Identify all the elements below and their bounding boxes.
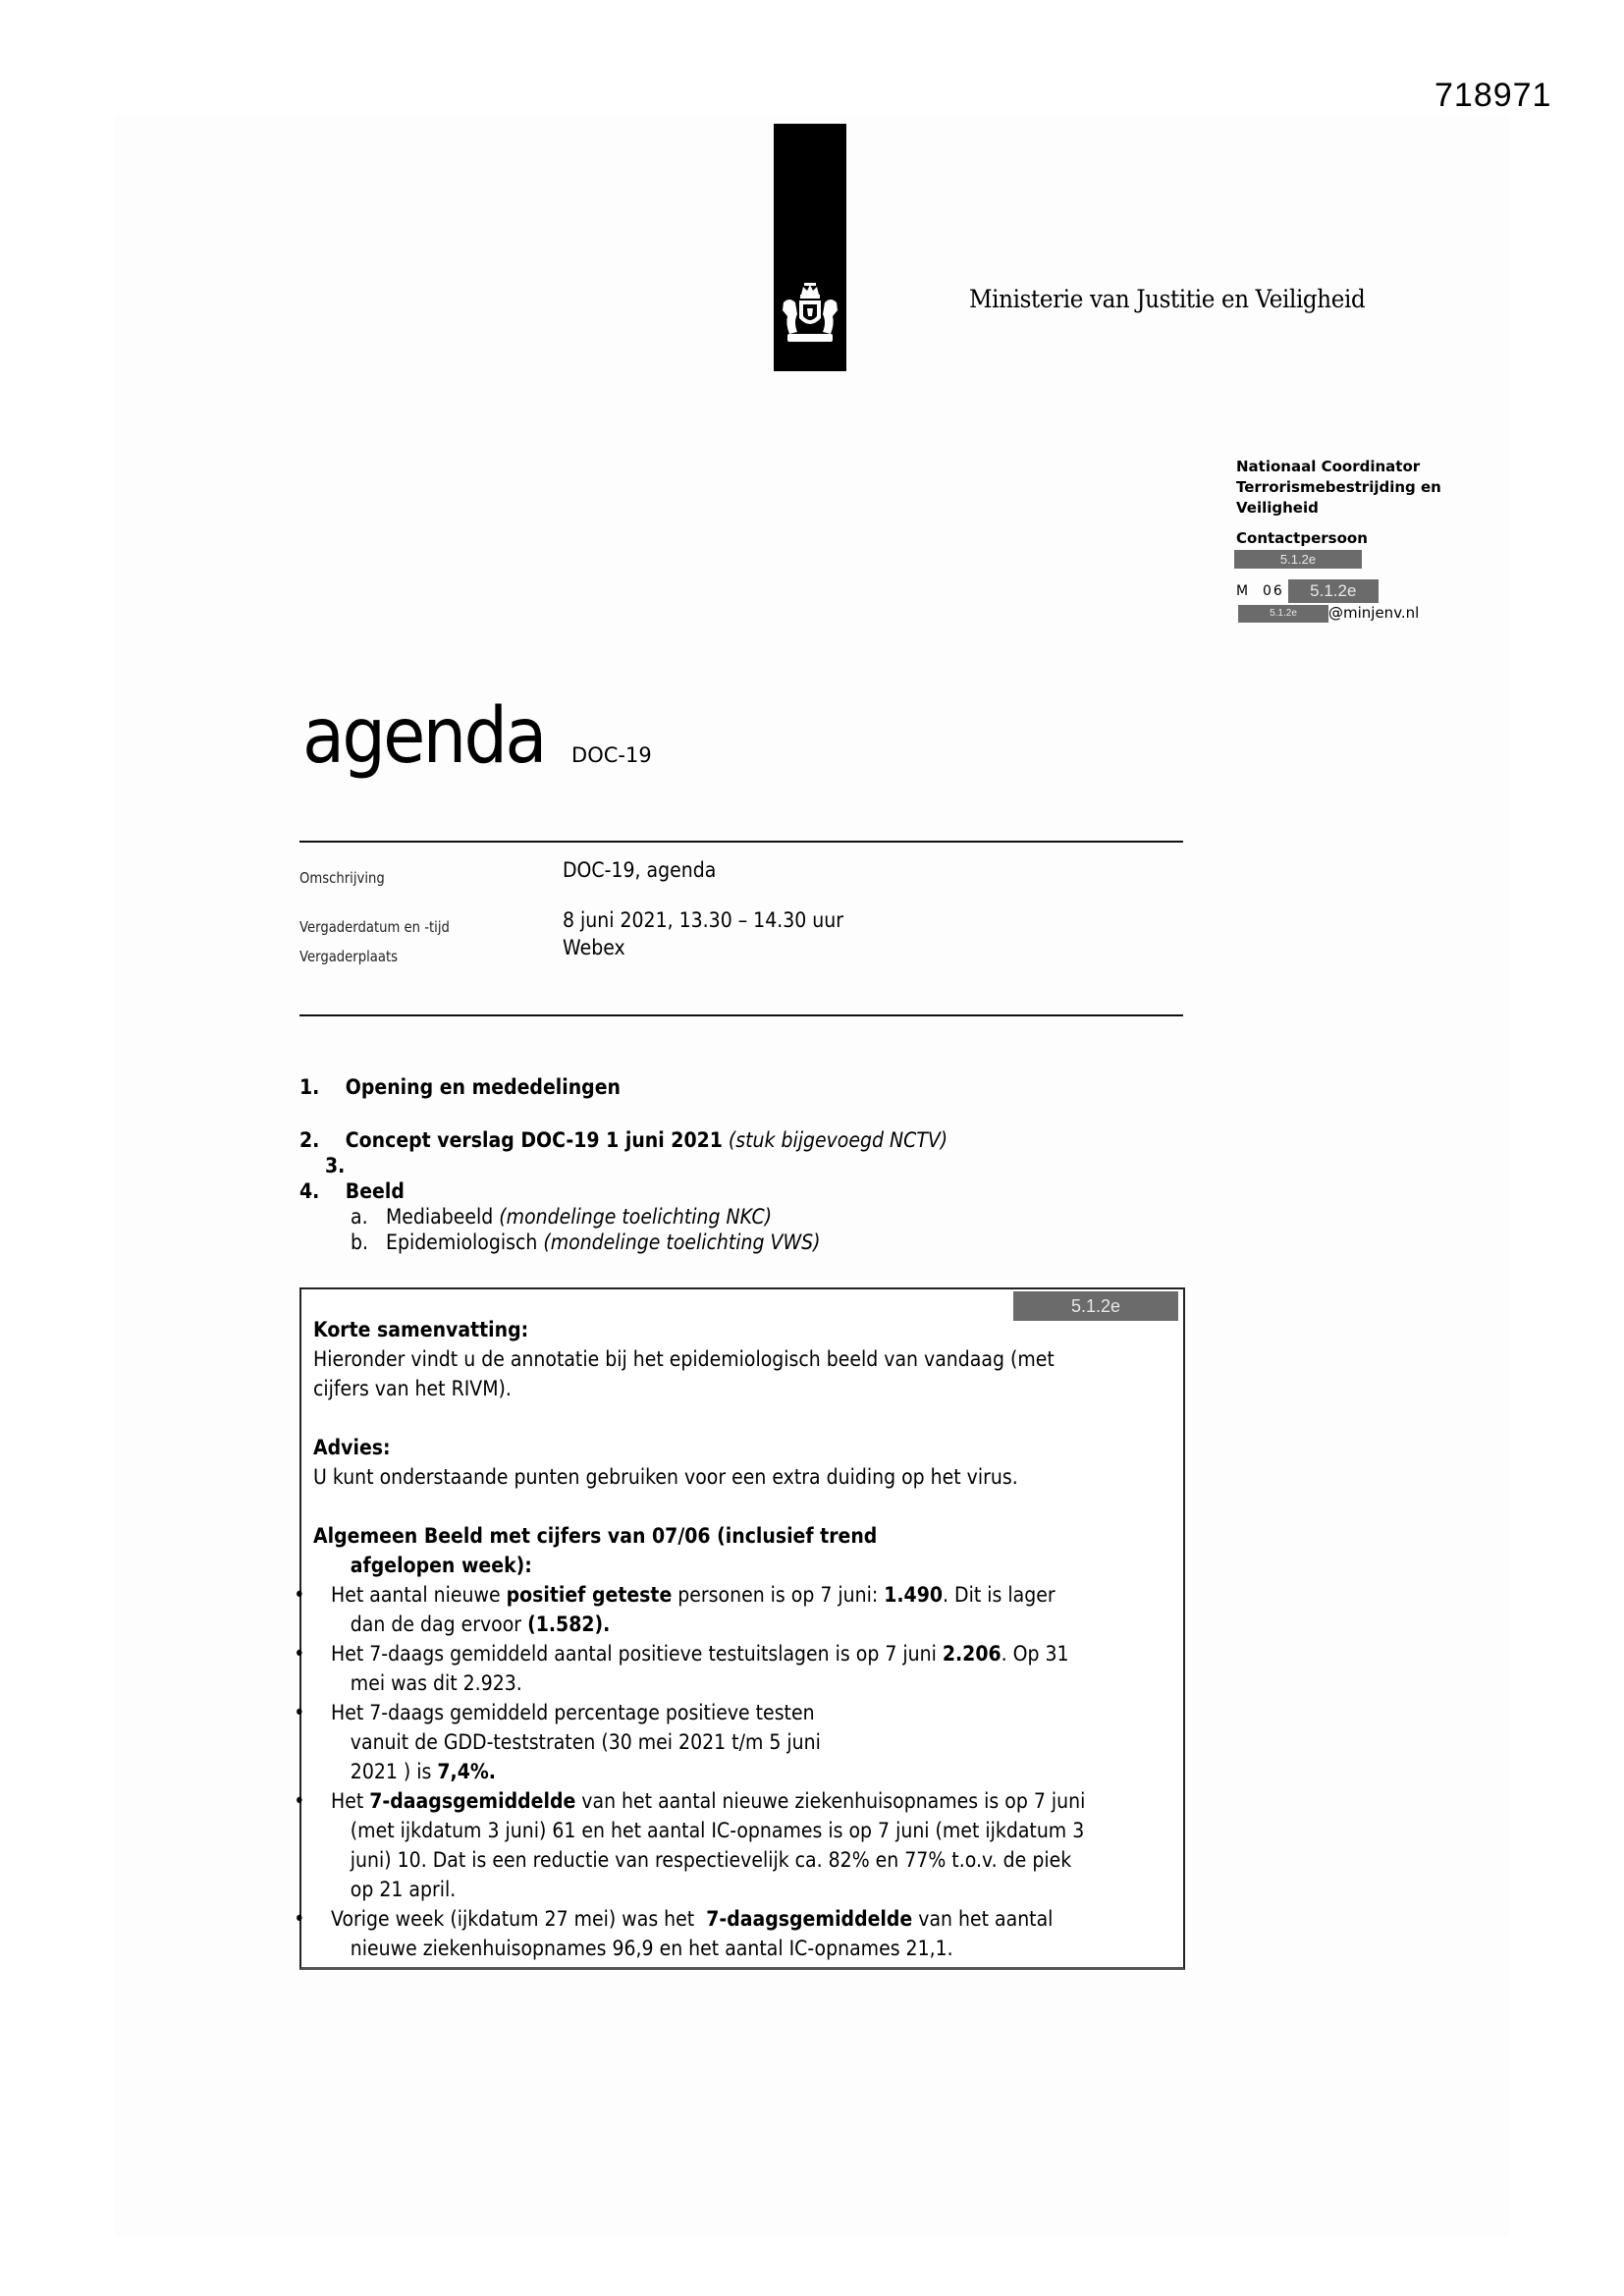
advice-heading: Advies:	[313, 1436, 391, 1459]
redaction-contact-name: 5.1.2e	[1234, 550, 1362, 569]
agenda-subitem-title: Epidemiologisch	[386, 1230, 538, 1254]
contact-label: Contactpersoon	[1236, 529, 1368, 547]
statistic-bullet	[313, 1786, 1091, 1904]
agenda-item	[299, 1075, 621, 1099]
email-line	[1238, 603, 1491, 624]
meta-label: Vergaderplaats	[299, 948, 399, 965]
statistic-bullet	[313, 1698, 863, 1786]
bullet-bold: 7-daagsgemiddelde	[706, 1907, 913, 1931]
redaction-email: 5.1.2e	[1238, 605, 1328, 623]
agenda-subitem-note: (mondelinge toelichting NKC)	[499, 1205, 773, 1229]
agenda-item-title: Concept verslag DOC-19 1 juni 2021	[345, 1128, 723, 1152]
bullet-text: . Op 31 mei was dit 2.923.	[350, 1642, 1069, 1695]
agenda-subitem-letter: b.	[351, 1230, 369, 1254]
agenda-item-number: 1.	[299, 1075, 320, 1099]
meta-value: Webex	[563, 936, 625, 959]
meta-label: Omschrijving	[299, 869, 385, 887]
bullet-text: Het 7-daags gemiddeld aantal positieve testuitslagen is op 7 juni	[331, 1642, 943, 1666]
email-domain: @minjenv.nl	[1328, 604, 1420, 622]
summary-text: Hieronder vindt u de annotatie bij het epidemiologisch beeld van vandaag (met cijfers van het RIVM).	[313, 1347, 1055, 1400]
document-number: 718971	[1435, 77, 1552, 114]
agenda-item-title: Beeld	[345, 1179, 405, 1203]
general-heading: Algemeen Beeld met cijfers van 07/06 (inclusief trend afgelopen week):	[313, 1524, 878, 1577]
bullet-bold: 7-daagsgemiddelde	[369, 1789, 576, 1813]
bullet-text: Het	[331, 1789, 370, 1813]
bullet-text: van het aantal nieuwe ziekenhuisopnames 96,9 en het aantal IC-opnames 21,1.	[350, 1907, 1054, 1960]
meta-value: 8 juni 2021, 13.30 – 14.30 uur	[563, 908, 844, 932]
agenda-subitem	[351, 1230, 821, 1254]
statistics-list	[313, 1580, 1091, 1963]
redaction-box: 5.1.2e	[1013, 1291, 1178, 1321]
bullet-text: personen is op 7 juni:	[672, 1583, 885, 1607]
agenda-item-note: (stuk bijgevoegd NCTV)	[728, 1128, 948, 1152]
statistic-bullet	[313, 1639, 1091, 1698]
sender-org-line: Veiligheid	[1236, 499, 1319, 517]
rijkswapen-coat-of-arms-icon	[780, 281, 840, 352]
agenda-subitem-note: (mondelinge toelichting VWS)	[543, 1230, 821, 1254]
agenda-item	[299, 1179, 405, 1203]
divider-bottom	[299, 1014, 1183, 1016]
bullet-text: Het aantal nieuwe	[331, 1583, 507, 1607]
phone-prefix: M 06	[1236, 582, 1284, 599]
agenda-item	[299, 1128, 947, 1152]
bullet-bold: (1.582).	[527, 1613, 611, 1636]
agenda-subitem-title: Mediabeeld	[386, 1205, 494, 1229]
government-logo-bar	[774, 124, 846, 371]
advice-text: U kunt onderstaande punten gebruiken voor een extra duiding op het virus.	[313, 1465, 1018, 1489]
phone-line	[1236, 579, 1491, 603]
annotation-content	[313, 1315, 1197, 1963]
agenda-item-number: 4.	[299, 1179, 320, 1203]
agenda-item-title: Opening en mededelingen	[345, 1075, 621, 1099]
divider-top	[299, 841, 1183, 843]
document-title	[302, 692, 652, 781]
agenda-item-number: 3.	[325, 1154, 346, 1177]
bullet-text: . Dit is lager dan de dag ervoor	[350, 1583, 1056, 1636]
agenda-subitem-letter: a.	[351, 1205, 368, 1229]
annotation-box	[299, 1287, 1185, 1970]
title-sub: DOC-19	[571, 743, 652, 767]
agenda-item-number: 2.	[299, 1128, 320, 1152]
sender-org-line: Terrorismebestrijding en	[1236, 478, 1441, 496]
statistic-bullet	[313, 1904, 1091, 1963]
statistic-bullet	[313, 1580, 1091, 1639]
ministry-name: Ministerie van Justitie en Veiligheid	[969, 285, 1366, 313]
agenda-item	[325, 1154, 371, 1177]
bullet-bold: 7,4%.	[437, 1760, 497, 1783]
sender-block	[1236, 457, 1491, 624]
summary-heading: Korte samenvatting:	[313, 1318, 529, 1341]
meta-label: Vergaderdatum en -tijd	[299, 918, 450, 936]
title-main: agenda	[302, 692, 545, 781]
bullet-bold: 1.490	[884, 1583, 944, 1607]
meta-value: DOC-19, agenda	[563, 858, 717, 882]
bullet-text: Vorige week (ijkdatum 27 mei) was het	[331, 1907, 707, 1931]
bullet-text: Het 7-daags gemiddeld percentage positieve testen vanuit de GDD-teststraten (30 mei 2021 t/m 5 juni 2021 ) is	[331, 1701, 821, 1783]
agenda-subitem	[351, 1205, 772, 1229]
redaction-phone: 5.1.2e	[1288, 579, 1379, 603]
bullet-bold: 2.206	[942, 1642, 1001, 1666]
bullet-bold: positief geteste	[506, 1583, 673, 1607]
sender-org-line: Nationaal Coordinator	[1236, 458, 1421, 475]
bullet-text: van het aantal nieuwe ziekenhuisopnames is op 7 juni (met ijkdatum 3 juni) 61 en het aantal IC-opnames is op 7 juni (met ijkdatum 3 juni) 10. Dat is een reductie van respectievelijk ca. 82% en 77% t.o.v. de piek op 21 april.	[350, 1789, 1086, 1901]
